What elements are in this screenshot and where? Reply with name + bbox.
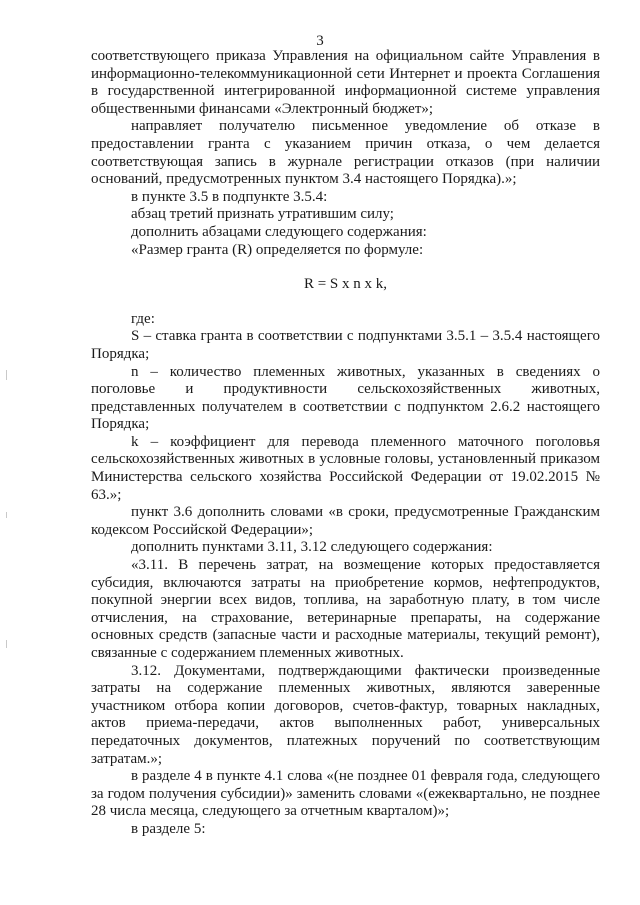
scan-edge-mark — [6, 640, 7, 648]
paragraph: где: — [131, 310, 155, 327]
paragraph: пункт 3.6 дополнить словами «в сроки, предусмотренные Гражданским кодексом Российской Федерации»; — [91, 504, 600, 538]
paragraph: «3.11. В перечень затрат, на возмещение которых предоставляется субсидия, включаются затраты на приобретение кормов, нефтепродуктов, покупной энергии всех видов, топлива, на заработную плату, в том числе отчисления, на страхование, ветеринарные препараты, на содержание основных средств (запасные части и расходные материалы, текущий ремонт), связанные с содержанием племенных животных. — [91, 557, 600, 661]
paragraph: абзац третий признать утратившим силу; — [131, 206, 394, 223]
formula: R = S x n x k, — [303, 276, 388, 293]
paragraph: n – количество племенных животных, указанных в сведениях о поголовье и продуктивности сельскохозяйственных животных, представленных получателем в соответствии с подпунктом 2.6.2 настоящего Порядка; — [91, 363, 600, 433]
paragraph: в пункте 3.5 в подпункте 3.5.4: — [131, 188, 328, 205]
paragraph: в разделе 4 в пункте 4.1 слова «(не позднее 01 февраля года, следующего за годом получения субсидии)» заменить словами «(ежеквартально, не позднее 28 числа месяца, следующего за отчетным кварталом)»; — [91, 768, 600, 820]
page-number: 3 — [316, 33, 324, 49]
document-body — [91, 48, 600, 839]
paragraph: k – коэффициент для перевода племенного маточного поголовья сельскохозяйственных животных в условные головы, установленный приказом Министерства сельского хозяйства Российской Федерации от 19.02.2015 № 63.»; — [91, 433, 600, 503]
paragraph: дополнить абзацами следующего содержания: — [131, 223, 427, 240]
paragraph: S – ставка гранта в соответствии с подпунктами 3.5.1 – 3.5.4 настоящего Порядка; — [91, 328, 600, 362]
paragraph: «Размер гранта (R) определяется по формуле: — [131, 241, 424, 258]
paragraph: направляет получателю письменное уведомление об отказе в предоставлении гранта с указанием причин отказа, о чем делается соответствующая запись в журнале регистрации отказов (при наличии оснований, предусмотренных пунктом 3.4 настоящего Порядка).»; — [91, 118, 600, 188]
scan-edge-mark — [6, 512, 7, 518]
paragraph: соответствующего приказа Управления на официальном сайте Управления в информационно-телекоммуникационной сети Интернет и проекта Соглашения в государственной интегрированной информационной системе управления общественными финансами «Электронный бюджет»; — [91, 48, 600, 117]
paragraph: дополнить пунктами 3.11, 3.12 следующего содержания: — [131, 539, 493, 556]
scan-edge-mark — [6, 370, 7, 380]
paragraph: 3.12. Документами, подтверждающими фактически произведенные затраты на содержание племенных животных, являются заверенные участником отбора копии договоров, счетов-фактур, товарных накладных, актов приема-передачи, актов выполненных работ, универсальных передаточных документов, платежных поручений по соответствующим затратам.»; — [91, 662, 600, 767]
paragraph: в разделе 5: — [131, 820, 206, 837]
